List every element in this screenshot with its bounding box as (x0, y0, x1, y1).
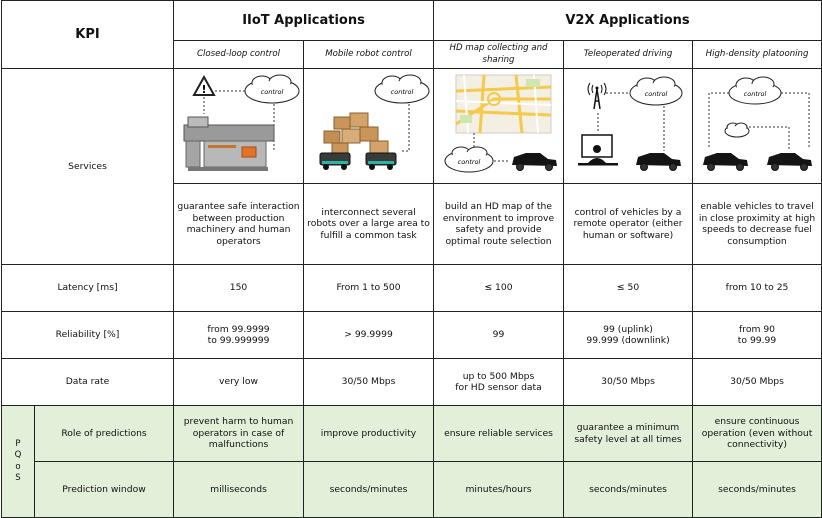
app-platooning: High-density platooning (693, 41, 822, 69)
svg-text:control: control (390, 88, 414, 96)
platooning-illustration (693, 69, 822, 184)
warning-icon (194, 77, 214, 96)
service-mobile-robot: interconnect several robots over a large area to fulfill a common task (304, 184, 434, 265)
role-value: ensure reliable services (434, 406, 564, 462)
app-mobile-robot: Mobile robot control (304, 41, 434, 69)
window-value: seconds/minutes (564, 462, 693, 518)
services-label: Services (2, 69, 174, 265)
closed-loop-illustration (174, 69, 304, 184)
reliability-value: 99 (434, 312, 564, 359)
small-cloud-icon (725, 123, 749, 137)
role-of-predictions-label: Role of predictions (35, 406, 174, 462)
reliability-value: > 99.9999 (304, 312, 434, 359)
production-machine (184, 117, 274, 171)
window-value: milliseconds (174, 462, 304, 518)
mobile-robot-illustration (304, 69, 434, 184)
robots (320, 153, 396, 170)
data-rate-label: Data rate (2, 359, 174, 406)
service-closed-loop: guarantee safe interaction between production machinery and human operators (174, 184, 304, 265)
latency-value: ≤ 50 (564, 265, 693, 312)
map-image (456, 75, 551, 133)
app-closed-loop: Closed-loop control (174, 41, 304, 69)
data-rate-value: very low (174, 359, 304, 406)
service-teleoperated: control of vehicles by a remote operator (either human or software) (564, 184, 693, 265)
cloud-icon (375, 75, 429, 103)
cloud-icon (245, 75, 299, 103)
kpi-table (1, 0, 822, 518)
iiot-header: IIoT Applications (174, 1, 434, 41)
svg-text:control: control (260, 88, 284, 96)
data-rate-value: up to 500 Mbps for HD sensor data (434, 359, 564, 406)
svg-text:control: control (457, 158, 481, 166)
role-value: improve productivity (304, 406, 434, 462)
latency-value: 150 (174, 265, 304, 312)
prediction-window-label: Prediction window (35, 462, 174, 518)
data-rate-value: 30/50 Mbps (304, 359, 434, 406)
v2x-header: V2X Applications (434, 1, 822, 41)
reliability-value: from 90 to 99.99 (693, 312, 822, 359)
data-rate-value: 30/50 Mbps (564, 359, 693, 406)
svg-text:!: ! (201, 83, 207, 96)
data-rate-value: 30/50 Mbps (693, 359, 822, 406)
hd-map-illustration (434, 69, 564, 184)
teleoperated-illustration (564, 69, 693, 184)
operator-icon (578, 135, 618, 166)
car-icon (512, 153, 557, 171)
window-value: seconds/minutes (693, 462, 822, 518)
svg-text:control: control (644, 90, 668, 98)
reliability-value: from 99.9999 to 99.999999 (174, 312, 304, 359)
app-teleoperated: Teleoperated driving (564, 41, 693, 69)
reliability-value: 99 (uplink) 99.999 (downlink) (564, 312, 693, 359)
latency-value: from 10 to 25 (693, 265, 822, 312)
car-icon (767, 153, 812, 171)
role-value: prevent harm to human operators in case of malfunctions (174, 406, 304, 462)
window-value: minutes/hours (434, 462, 564, 518)
window-value: seconds/minutes (304, 462, 434, 518)
role-value: ensure continuous operation (even without connectivity) (693, 406, 822, 462)
antenna-icon (588, 83, 606, 109)
cloud-icon (445, 147, 493, 172)
cloud-icon (729, 77, 781, 104)
kpi-header: KPI (2, 1, 174, 69)
service-platooning: enable vehicles to travel in close proximity at high speeds to decrease fuel consumption (693, 184, 822, 265)
reliability-label: Reliability [%] (2, 312, 174, 359)
latency-label: Latency [ms] (2, 265, 174, 312)
service-hd-map: build an HD map of the environment to improve safety and provide optimal route selection (434, 184, 564, 265)
car-icon (636, 153, 681, 171)
app-hd-map: HD map collecting and sharing (434, 41, 564, 69)
role-value: guarantee a minimum safety level at all times (564, 406, 693, 462)
pqos-label: P Q o S (2, 406, 35, 518)
latency-value: ≤ 100 (434, 265, 564, 312)
latency-value: From 1 to 500 (304, 265, 434, 312)
svg-text:control: control (743, 90, 767, 98)
cloud-icon (630, 77, 682, 105)
car-icon (703, 153, 748, 171)
boxes (324, 113, 388, 153)
